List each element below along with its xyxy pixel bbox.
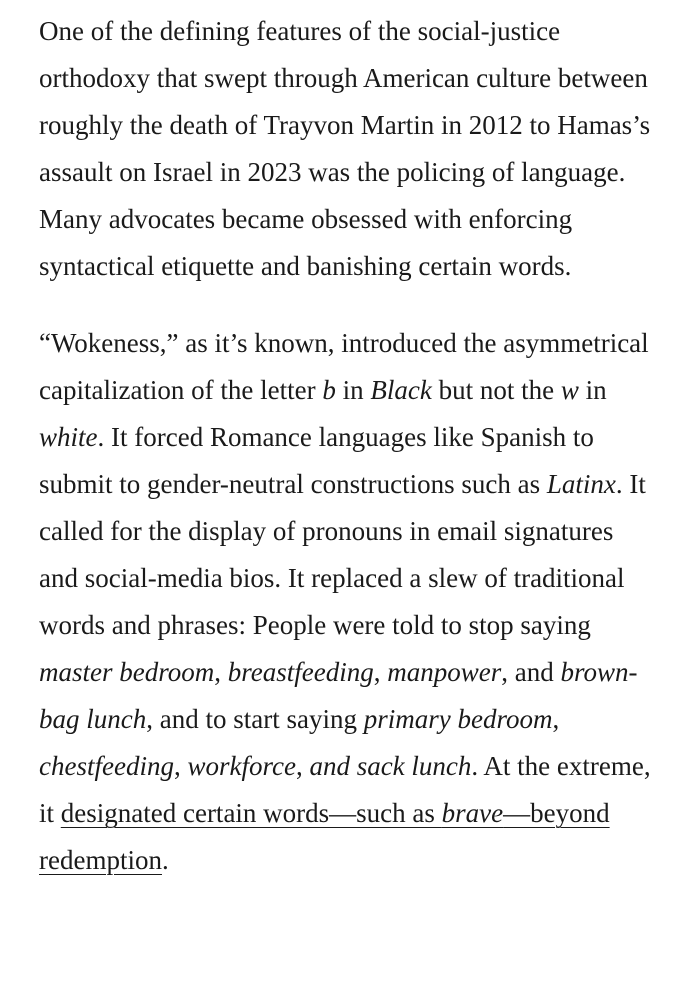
text-run: . At the extreme, it [39, 751, 651, 828]
italic-term: brown-bag lunch [39, 657, 638, 734]
paragraph-2 [39, 320, 659, 884]
italic-term: Latinx [546, 469, 616, 499]
designated-words-link[interactable] [39, 798, 610, 875]
text-run: , [295, 751, 310, 781]
paragraph-1 [39, 8, 659, 290]
text-run: , and [501, 657, 561, 687]
text-run: , [214, 657, 228, 687]
italic-term: and sack lunch [309, 751, 472, 781]
text-run: . [161, 845, 169, 875]
text-run: , [552, 704, 560, 734]
text-run: in [335, 375, 371, 405]
italic-term: master bedroom [39, 657, 215, 687]
italic-term: primary bedroom [363, 704, 553, 734]
link-text: —beyond redemption [39, 798, 610, 875]
italic-term: chestfeeding [39, 751, 174, 781]
italic-term: white [39, 422, 98, 452]
italic-term: breastfeeding [227, 657, 374, 687]
italic-term: w [560, 375, 579, 405]
text-run: “Wokeness,” as it’s known, introduced the asymmetrical capitalization of the letter [39, 328, 649, 405]
text-run: . It called for the display of pronouns in email signatures and social-media bios. It replaced a slew of traditional words and phrases: People were told to stop saying [39, 469, 646, 640]
italic-term: workforce [187, 751, 296, 781]
paragraph-1-text: One of the defining features of the social-justice orthodoxy that swept through American culture between roughly the death of Trayvon Martin in 2012 to Hamas’s assault on Israel in 2023 was the policing of language. Many advocates became obsessed with enforcing syntactical etiquette and banishing certain words. [39, 16, 651, 281]
italic-term: Black [370, 375, 432, 405]
link-text: designated certain words—such as [60, 798, 442, 828]
text-run: but not the [431, 375, 561, 405]
text-run: , and to start saying [146, 704, 364, 734]
article-body [39, 8, 659, 914]
italic-term: b [322, 375, 336, 405]
text-run: , [173, 751, 188, 781]
text-run: , [373, 657, 388, 687]
italic-term: manpower [387, 657, 502, 687]
text-run: . It forced Romance languages like Spanish to submit to gender-neutral constructions such as [39, 422, 594, 499]
link-italic-term: brave [441, 798, 504, 828]
text-run: in [578, 375, 607, 405]
